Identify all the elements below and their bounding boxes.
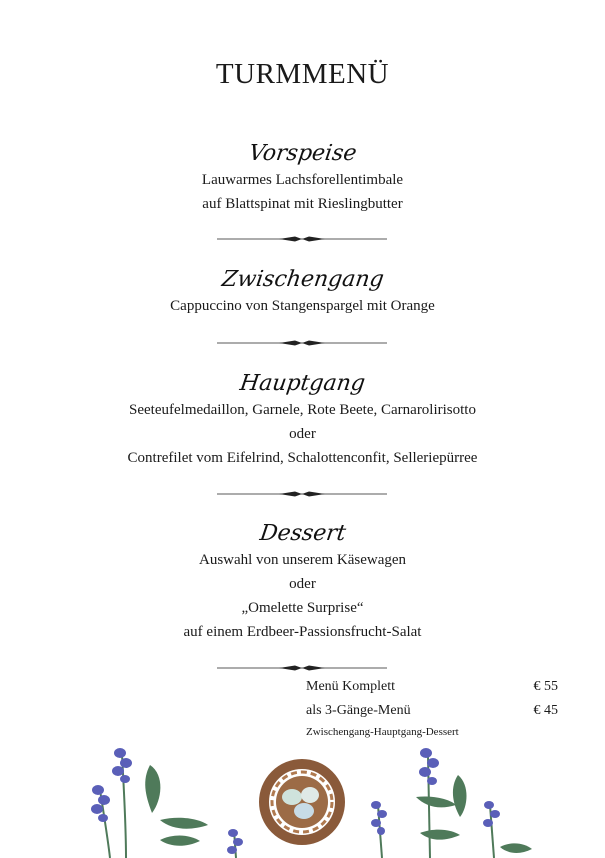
course-main <box>0 370 605 470</box>
price-note: Zwischengang-Hauptgang-Dessert <box>306 726 459 738</box>
course-line: Auswahl von unserem Käsewagen <box>198 552 407 568</box>
course-line: oder <box>289 576 316 592</box>
course-line: Contrefilet vom Eifelrind, Schalottenconfit, Selleriepürree <box>127 450 478 466</box>
ornament-divider <box>217 489 387 499</box>
course-line: oder <box>289 426 316 442</box>
lupine-flower-icon <box>227 829 243 858</box>
ornament-divider <box>217 338 387 348</box>
course-line: auf Blattspinat mit Rieslingbutter <box>202 196 403 212</box>
course-dessert <box>0 520 605 644</box>
price-amount: € 45 <box>533 703 558 718</box>
lupine-flower-icon <box>91 748 132 858</box>
price-list <box>306 675 566 741</box>
course-line: auf einem Erdbeer-Passionsfrucht-Salat <box>183 624 422 640</box>
price-amount: € 55 <box>533 679 558 694</box>
ornament-divider <box>217 234 387 244</box>
course-intermediate <box>0 266 605 318</box>
course-line: „Omelette Surprise“ <box>241 600 364 616</box>
course-starter <box>0 140 605 216</box>
menu-title: TURMMENÜ <box>215 58 390 90</box>
course-line: Seeteufelmedaillon, Garnele, Rote Beete, Carnarolirisotto <box>129 402 476 418</box>
course-heading: Dessert <box>258 521 348 546</box>
leaf-icon <box>416 775 532 853</box>
price-label: als 3-Gänge-Menü <box>306 703 411 718</box>
price-label: Menü Komplett <box>306 679 396 694</box>
course-heading: Hauptgang <box>238 371 367 396</box>
price-row <box>306 675 566 699</box>
ornament-divider <box>217 663 387 673</box>
course-heading: Vorspeise <box>247 141 359 166</box>
price-row <box>306 699 566 723</box>
course-line: Lauwarmes Lachsforellentimbale <box>201 172 404 188</box>
course-heading: Zwischengang <box>220 267 386 292</box>
course-line: Cappuccino von Stangenspargel mit Orange <box>170 298 435 314</box>
leaf-icon <box>145 765 208 846</box>
floral-decoration <box>0 735 605 858</box>
bird-nest-icon <box>264 764 340 840</box>
